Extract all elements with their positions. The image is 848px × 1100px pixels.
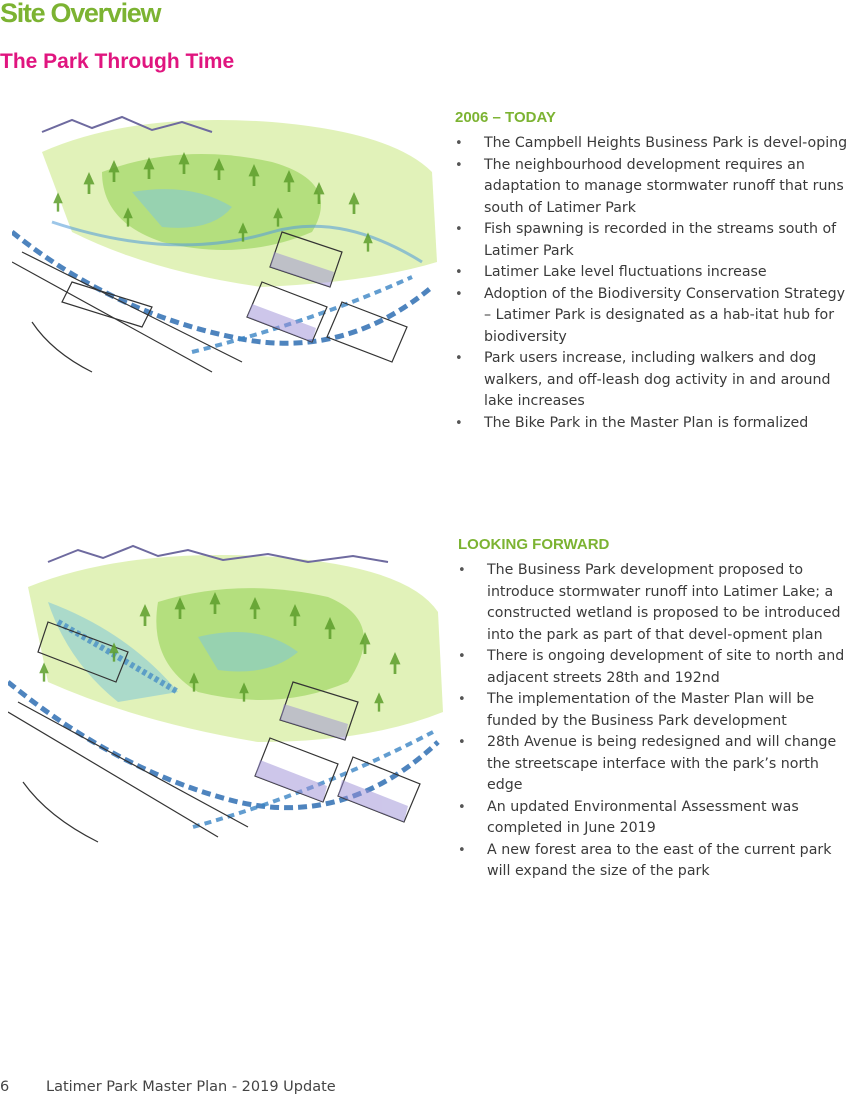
page-title: Site Overview — [0, 0, 161, 28]
list-item: • Park users increase, including walkers and dog walkers, and off-leash dog activity in and around lake increases — [455, 348, 848, 413]
bullet-list — [458, 560, 848, 883]
section-heading: 2006 – TODAY — [455, 109, 556, 126]
bullet-list — [455, 133, 848, 434]
list-item: • The Business Park development proposed to introduce stormwater runoff into Latimer Lake; a constructed wetland is proposed to be introduced into the park as part of that devel-opment plan — [458, 560, 848, 646]
list-item: • The implementation of the Master Plan will be funded by the Business Park development — [458, 689, 848, 732]
aerial-sketch-2006-today — [12, 112, 444, 386]
list-item: • There is ongoing development of site to north and adjacent streets 28th and 192nd — [458, 646, 848, 689]
list-item: • 28th Avenue is being redesigned and will change the streetscape interface with the park’s north edge — [458, 732, 848, 797]
list-item: • An updated Environmental Assessment was completed in June 2019 — [458, 797, 848, 840]
section-subtitle: The Park Through Time — [0, 50, 235, 73]
section-heading: LOOKING FORWARD — [458, 536, 610, 553]
list-item: • The Campbell Heights Business Park is devel-oping — [455, 133, 848, 155]
aerial-sketch-looking-forward — [8, 542, 448, 862]
section-2006-today — [455, 109, 848, 434]
list-item: • A new forest area to the east of the current park will expand the size of the park — [458, 840, 848, 883]
list-item: • The neighbourhood development requires an adaptation to manage stormwater runoff that runs south of Latimer Park — [455, 155, 848, 220]
list-item: • The Bike Park in the Master Plan is formalized — [455, 413, 848, 435]
section-looking-forward — [458, 536, 848, 883]
document-title: Latimer Park Master Plan - 2019 Update — [46, 1079, 336, 1095]
page-number: 6 — [0, 1079, 10, 1095]
list-item: • Fish spawning is recorded in the streams south of Latimer Park — [455, 219, 848, 262]
page-footer — [0, 1079, 336, 1095]
list-item: • Adoption of the Biodiversity Conservation Strategy – Latimer Park is designated as a hab-itat hub for biodiversity — [455, 284, 848, 349]
list-item: • Latimer Lake level fluctuations increase — [455, 262, 848, 284]
